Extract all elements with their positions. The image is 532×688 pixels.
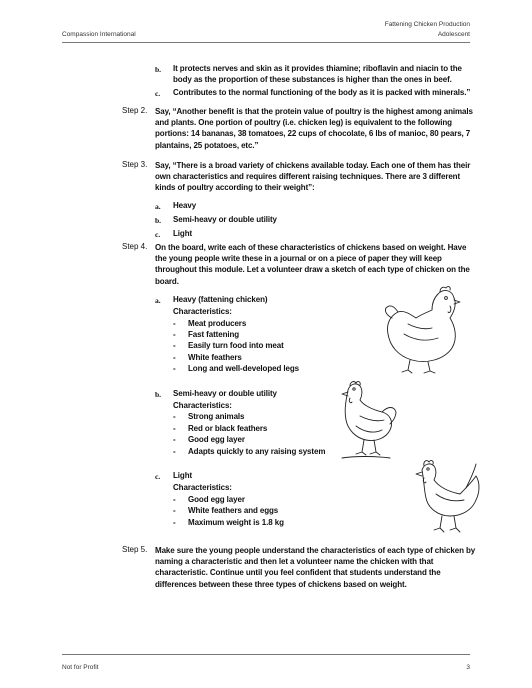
bullet-text: Red or black feathers — [188, 424, 268, 433]
bullet-text: Easily turn food into meat — [188, 341, 284, 350]
characteristics-label: Characteristics: — [173, 307, 232, 316]
bullet-dash: - — [173, 353, 176, 362]
text-line: It protects nerves and skin as it provides thiamine; riboflavin and niacin to the — [173, 64, 462, 73]
text-line: Say, “Another benefit is that the protein value of poultry is the highest among animals — [155, 107, 473, 116]
step-label: Step 5. — [122, 545, 148, 554]
characteristics-label: Characteristics: — [173, 483, 232, 492]
bullet-dash: - — [173, 518, 176, 527]
step3-paragraph — [155, 160, 470, 194]
list-item-text: Semi-heavy or double utility — [173, 215, 277, 224]
step-label: Step 3. — [122, 160, 148, 169]
text-line: portions: 14 bananas, 38 tomatoes, 22 cups of chocolate, 6 lbs of manioc, 80 pears, 7 — [155, 129, 471, 139]
text-line: board. — [155, 276, 179, 286]
bullet-dash: - — [173, 447, 176, 456]
bullet-dash: - — [173, 506, 176, 515]
bullet-text: Maximum weight is 1.8 kg — [188, 518, 284, 527]
bullet-text: Good egg layer — [188, 435, 245, 444]
text-line: throughout this module. Let a volunteer draw a sketch of each type of chicken on the — [155, 265, 470, 275]
bullet-text: Long and well-developed legs — [188, 364, 299, 373]
bullet-dash: - — [173, 435, 176, 444]
light-chicken-sketch — [410, 454, 486, 536]
text-line: plantains, 25 potatoes, etc.” — [155, 140, 259, 150]
list-marker: c. — [155, 472, 161, 481]
step-label: Step 2. — [122, 106, 148, 115]
page-number: 3 — [466, 664, 470, 671]
bullet-text: White feathers and eggs — [188, 506, 279, 515]
list-marker: a. — [155, 202, 161, 211]
header-organization: Compassion International — [62, 31, 136, 38]
bullet-dash: - — [173, 330, 176, 339]
type-title: Heavy (fattening chicken) — [173, 295, 268, 304]
bullet-text: Good egg layer — [188, 495, 245, 504]
list-marker: c. — [155, 230, 161, 239]
characteristics-label: Characteristics: — [173, 401, 232, 410]
type-title: Light — [173, 471, 193, 480]
text-line: characteristic. Continue until you feel confident that students understand the — [155, 568, 441, 578]
text-line: kinds of poultry according to their weight”: — [155, 183, 315, 193]
footer-divider — [62, 654, 470, 655]
text-line: differences between these three types of chickens based on weight. — [155, 579, 407, 589]
list-item-text: Light — [173, 229, 193, 238]
bullet-dash: - — [173, 364, 176, 373]
bullet-text: Strong animals — [188, 412, 245, 421]
text-line: body as the proportion of these substances is higher than the ones in beef. — [173, 75, 452, 85]
text-line: Say, “There is a broad variety of chickens available today. Each one of them has their — [155, 161, 471, 170]
bullet-dash: - — [173, 412, 176, 421]
list-marker: b. — [155, 65, 161, 74]
text-line: own characteristics and requires different raising techniques. There are 3 different — [155, 172, 461, 182]
bullet-dash: - — [173, 424, 176, 433]
list-marker: b. — [155, 216, 161, 225]
list-marker: c. — [155, 89, 161, 98]
list-item-text: Heavy — [173, 201, 197, 210]
header-course-title: Fattening Chicken Production — [384, 21, 470, 28]
text-line: naming a characteristic and then let a volunteer name the chicken with that — [155, 557, 434, 567]
header-audience: Adolescent — [437, 31, 470, 38]
list-marker: a. — [155, 296, 161, 305]
bullet-text: White feathers — [188, 353, 242, 362]
list-marker: b. — [155, 390, 161, 399]
footer-note: Not for Profit — [62, 664, 99, 671]
step5-paragraph — [155, 545, 475, 590]
list-item-text — [173, 63, 462, 85]
text-line: Make sure the young people understand the characteristics of each type of chicken by — [155, 546, 476, 555]
list-item-text: Contributes to the normal functioning of the body as it is packed with minerals.” — [173, 88, 471, 97]
step2-paragraph — [155, 106, 473, 151]
bullet-dash: - — [173, 341, 176, 350]
bullet-dash: - — [173, 495, 176, 504]
text-line: On the board, write each of these characteristics of chickens based on weight. Have — [155, 243, 467, 252]
bullet-text: Meat producers — [188, 319, 247, 328]
type-title: Semi-heavy or double utility — [173, 389, 277, 398]
header-right — [385, 20, 470, 40]
bullet-dash: - — [173, 319, 176, 328]
step-label: Step 4. — [122, 242, 148, 251]
text-line: the young people write these in a journal or on a piece of paper they will keep — [155, 254, 442, 264]
step4-paragraph — [155, 242, 470, 287]
heavy-chicken-sketch — [380, 284, 472, 374]
bullet-text: Fast fattening — [188, 330, 240, 339]
text-line: and plants. One portion of poultry (i.e. chicken leg) is equivalent to the following — [155, 118, 452, 128]
header-divider — [62, 42, 470, 43]
semi-heavy-chicken-sketch — [330, 376, 400, 464]
bullet-text: Adapts quickly to any raising system — [188, 447, 326, 456]
